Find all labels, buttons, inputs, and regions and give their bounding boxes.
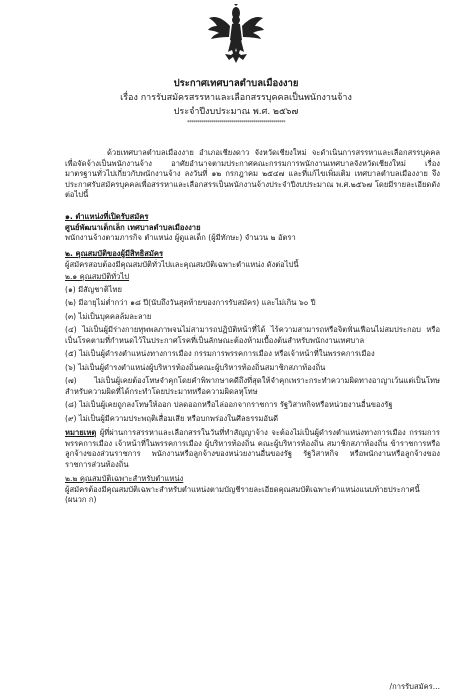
qualification-item: (๑) มีสัญชาติไทย (65, 284, 122, 294)
section-2-1-heading: ๒.๑ คุณสมบัติทั่วไป (65, 272, 130, 281)
qualification-item: (๒) มีอายุไม่ต่ำกว่า ๑๘ ปี(นับถึงวันสุดท้ายของการรับสมัคร) และไม่เกิน ๖๐ ปี (65, 298, 316, 307)
note-paragraph (65, 428, 440, 470)
note-label: หมายเหตุ (65, 428, 97, 437)
garuda-emblem-icon (207, 4, 265, 64)
qualification-item: (๘) ไม่เป็นผู้เคยถูกลงโทษให้ออก ปลดออกหรือไล่ออกจากราชการ รัฐวิสาหกิจหรือหน่วยงานอื่นของรัฐ (65, 400, 393, 409)
qualification-item: (๔) ไม่เป็นผู้มีร่างกายทุพพลภาพจนไม่สามารถปฏิบัติหน้าที่ได้ ไร้ความสามารถหรือจิตฟั่นเฟือนไม่สมประกอบ หรือเป็นโรคตามที่กำหนดไว้ในประกาศโรคที่เป็นลักษณะต้องห้ามเบื้องต้นสำหรับพนักงานเทศบาล (65, 325, 440, 345)
announcement-title: ประกาศเทศบาลตำบลเมืองงาย (173, 78, 299, 89)
section-1-heading: ๑. ตำแหน่งที่เปิดรับสมัคร (65, 212, 149, 221)
section-1 (65, 212, 440, 244)
continued-marker: /การรับสมัคร... (389, 682, 440, 691)
qualification-item: (๓) ไม่เป็นบุคคลล้มละลาย (65, 311, 152, 321)
note-text: ผู้ที่ผ่านการสรรหาและเลือกสรรในวันที่ทำสัญญาจ้าง จะต้องไม่เป็นผู้ดำรงตำแหน่งทางการเมือง กรรมการพรรคการเมือง เจ้าหน้าที่ในพรรคการเมือง ผู้บริหารท้องถิ่น คณะผู้บริหารท้องถิ่น สมาชิกสภาท้องถิ่น ข้าราชการหรือลูกจ้างของส่วนราชการ พนักงานหรือลูกจ้างของหน่วยงานอื่นของรัฐ รัฐวิสาหกิจ หรือพนักงานหรือลูกจ้างของราชการส่วนท้องถิ่น (65, 428, 440, 469)
section-2-heading: ๒. คุณสมบัติของผู้มีสิทธิสมัคร (65, 249, 164, 258)
intro-text: ด้วยเทศบาลตำบลเมืองงาย อำเภอเชียงดาว จังหวัดเชียงใหม่ จะดำเนินการสรรหาและเลือกสรรบุคคลเพื่อจัดจ้างเป็นพนักงานจ้าง อาศัยอำนาจตามประกาศคณะกรรมการพนักงานเทศบาลจังหวัดเชียงใหม่ เรื่อง มาตรฐานทั่วไปเกี่ยวกับพนักงานจ้าง ลงวันที่ ๑๒ กรกฎาคม ๒๕๔๗ และที่แก้ไขเพิ่มเติม เทศบาลตำบลเมืองงาย จึงประกาศรับสมัครบุคคลเพื่อสรรหาและเลือกสรรเป็นพนักงานจ้างประจำปีงบประมาณ พ.ศ.๒๕๖๗ โดยมีรายละเอียดดังต่อไปนี้ (65, 148, 440, 199)
intro-paragraph (65, 148, 440, 201)
section-2-2-heading: ๒.๒ คุณสมบัติเฉพาะสำหรับตำแหน่ง (65, 474, 184, 483)
section-2-2-text: ผู้สมัครต้องมีคุณสมบัติเฉพาะสำหรับตำแหน่งตามบัญชีรายละเอียดคุณสมบัติเฉพาะตำแหน่งแนบท้ายประกาศนี้ (ผนวก ก) (65, 484, 420, 504)
qualification-item: (๖) ไม่เป็นผู้ดำรงตำแหน่งผู้บริหารท้องถิ่นคณะผู้บริหารท้องถิ่นสมาชิกสภาท้องถิ่น (65, 362, 326, 372)
fiscal-year: ประจำปีงบประมาณ พ.ศ. ๒๕๖๗ (173, 107, 299, 117)
qualification-item: (๙) ไม่เป็นผู้มีความประพฤติเสื่อมเสีย หรือบกพร่องในศีลธรรมอันดี (65, 413, 279, 423)
section-2 (65, 249, 440, 506)
divider-stars: ************************************************* (187, 120, 285, 126)
section-1-position: พนักงานจ้างตามภารกิจ ตำแหน่ง ผู้ดูแลเด็ก (ผู้มีทักษะ) จำนวน ๒ อัตรา (65, 233, 296, 242)
qualification-item: (๗) ไม่เป็นผู้เคยต้องโทษจำคุกโดยคำพิพากษาคดีถึงที่สุดให้จำคุกเพราะกระทำความผิดทางอาญาเว้นแต่เป็นโทษสำหรับความผิดที่ได้กระทำโดยประมาทหรือความผิดลหุโทษ (65, 376, 440, 396)
section-1-unit: ศูนย์พัฒนาเด็กเล็ก เทศบาลตำบลเมืองงาย (65, 222, 201, 232)
section-2-lead: ผู้สมัครสอบต้องมีคุณสมบัติทั่วไปและคุณสมบัติเฉพาะตำแหน่ง ดังต่อไปนี้ (65, 259, 299, 269)
qualification-item: (๕) ไม่เป็นผู้ดำรงตำแหน่งทางการเมือง กรรมการพรรคการเมือง หรือเจ้าหน้าที่ในพรรคการเมือง (65, 349, 375, 358)
announcement-subject: เรื่อง การรับสมัครสรรหาและเลือกสรรบุคคลเป็นพนักงานจ้าง (120, 93, 352, 103)
